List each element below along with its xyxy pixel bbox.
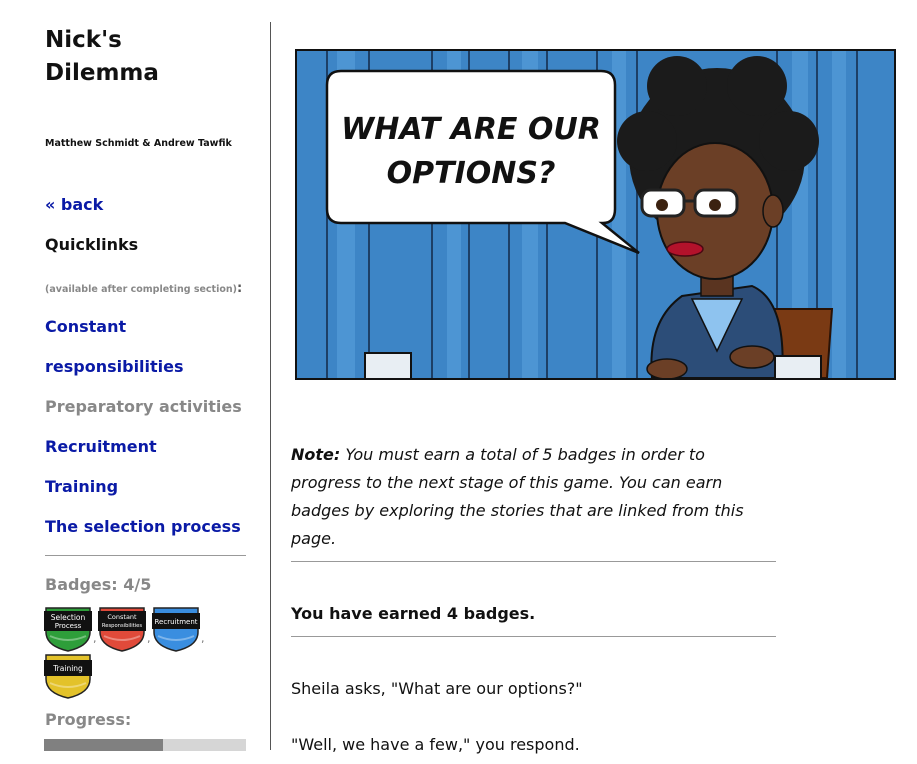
note-label: Note:	[291, 445, 341, 464]
badge-separator: ,	[147, 632, 151, 645]
comic-illustration	[297, 51, 894, 378]
nav-item-selection-process[interactable]: The selection process	[45, 517, 241, 536]
comic-panel	[295, 49, 896, 380]
badge-recruitment	[152, 606, 200, 652]
badge-label-line2: Process	[54, 622, 82, 630]
badge-label-line2: Responsibilities	[101, 623, 143, 629]
content-divider	[291, 636, 776, 637]
quicklinks-note-colon: :	[237, 281, 243, 296]
nav-item-constant[interactable]: Constant	[45, 317, 127, 336]
badge-separator: ,	[201, 632, 205, 645]
badge-label-line1: Constant	[107, 613, 137, 621]
speech-bubble-line1: WHAT ARE OUR	[341, 112, 601, 147]
badge-label-line1: Selection	[50, 613, 86, 622]
progress-bar	[44, 739, 246, 751]
badge-training	[44, 653, 92, 699]
speech-bubble-line2: OPTIONS?	[386, 156, 556, 191]
quicklinks-note-text: (available after completing section)	[45, 284, 237, 295]
quicklinks-heading: Quicklinks	[45, 235, 139, 254]
nav-item-training[interactable]: Training	[45, 477, 119, 496]
nav-item-recruitment[interactable]: Recruitment	[45, 437, 157, 456]
progress-heading: Progress:	[45, 710, 132, 729]
badge-label-line1: Training	[53, 664, 83, 673]
quicklinks-note	[45, 281, 242, 296]
sidebar-border	[270, 22, 271, 750]
back-link[interactable]: « back	[45, 195, 104, 214]
badges-heading: Badges: 4/5	[45, 575, 152, 594]
badge-separator: ,	[93, 632, 97, 645]
quicklinks-nav	[45, 317, 242, 557]
nav-item-responsibilities[interactable]: responsibilities	[45, 357, 184, 376]
site-title-line2: Dilemma	[45, 60, 159, 86]
badge-label-line1: Recruitment	[154, 618, 198, 626]
progress-bar-fill	[44, 739, 163, 751]
sidebar-divider	[45, 555, 246, 556]
story-line: Sheila asks, "What are our options?"	[291, 679, 583, 698]
authors: Matthew Schmidt & Andrew Tawfik	[45, 138, 232, 149]
site-title-line1: Nick's	[45, 27, 122, 53]
sidebar	[0, 0, 270, 764]
badge-constant-responsibilities	[98, 606, 146, 652]
content-divider	[291, 561, 776, 562]
earned-badges-text: You have earned 4 badges.	[291, 604, 536, 623]
badge-selection-process	[44, 606, 92, 652]
note-paragraph	[291, 441, 771, 553]
note-text: You must earn a total of 5 badges in order to progress to the next stage of this game. You can earn badges by exploring the stories that are linked from this page.	[291, 445, 744, 548]
site-title	[45, 24, 159, 90]
story-line: "Well, we have a few," you respond.	[291, 735, 580, 754]
nav-item-preparatory-activities: Preparatory activities	[45, 397, 242, 416]
